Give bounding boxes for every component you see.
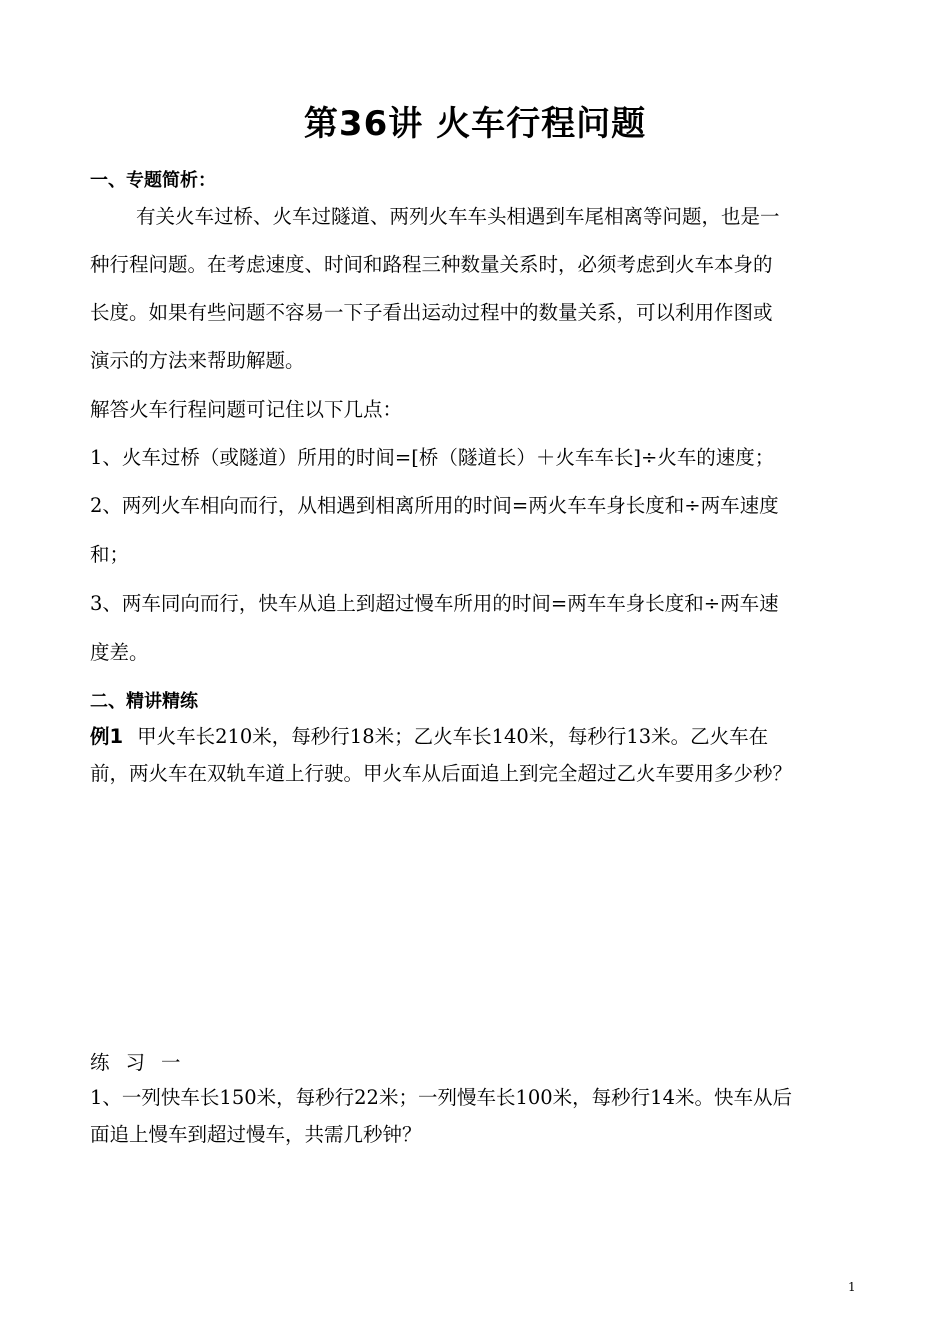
section-heading-practice: 二、精讲精练	[90, 691, 198, 712]
intro-paragraph-line: 有关火车过桥、火车过隧道、两列火车车头相遇到车尾相离等问题，也是一	[136, 205, 780, 228]
example-label: 例1	[90, 725, 124, 748]
page-number: 1	[848, 1280, 856, 1294]
exercise-1-line: 面追上慢车到超过慢车，共需几秒钟？	[90, 1123, 422, 1146]
page-title: 第36讲 火车行程问题	[303, 104, 647, 144]
example-1-line	[90, 722, 870, 752]
intro-paragraph-line: 长度。如果有些问题不容易一下子看出运动过程中的数量关系，可以利用作图或	[90, 301, 773, 324]
example-1-line: 前，两火车在双轨车道上行驶。甲火车从后面追上到完全超过乙火车要用多少秒？	[90, 762, 793, 785]
exercise-heading: 练习一	[90, 1051, 197, 1074]
rule-point-line: 3、两车同向而行，快车从追上到超过慢车所用的时间=两车车身长度和÷两车速	[90, 592, 779, 615]
rule-point-line: 1、火车过桥（或隧道）所用的时间=[桥（隧道长）＋火车车长]÷火车的速度；	[90, 446, 775, 469]
example-1-text: 甲火车长210米，每秒行18米；乙火车长140米，每秒行13米。乙火车在	[137, 725, 769, 748]
section-heading-overview: 一、专题简析：	[90, 170, 216, 191]
rule-point-line: 度差。	[90, 641, 149, 664]
exercise-1-line: 1、一列快车长150米，每秒行22米；一列慢车长100米，每秒行14米。快车从后	[90, 1086, 792, 1109]
intro-paragraph-line: 演示的方法来帮助解题。	[90, 349, 305, 372]
intro-paragraph-line: 种行程问题。在考虑速度、时间和路程三种数量关系时，必须考虑到火车本身的	[90, 253, 773, 276]
rule-point-line: 2、两列火车相向而行，从相遇到相离所用的时间=两火车车身长度和÷两车速度	[90, 494, 779, 517]
rule-point-line: 和；	[90, 543, 130, 566]
rules-lead-text: 解答火车行程问题可记住以下几点：	[90, 398, 403, 421]
